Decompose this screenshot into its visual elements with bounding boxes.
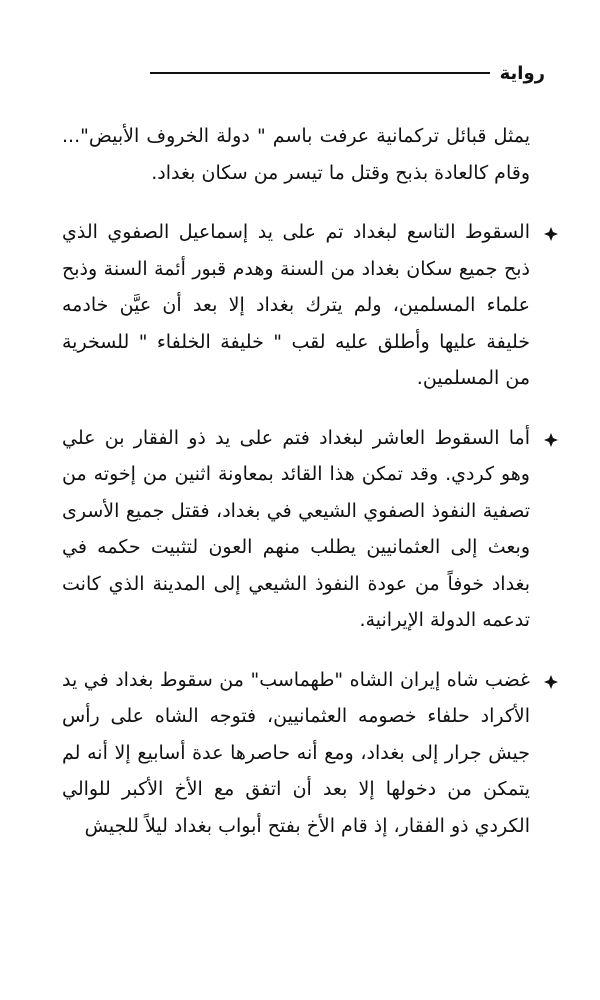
diamond-bullet-icon [544,433,558,447]
section-label: رواية [499,62,545,84]
bullet-item-ninth-fall [62,214,530,397]
body-text [62,118,530,867]
bullet-item-shah-tahmasp [62,662,530,845]
bullet-item-tenth-fall [62,420,530,639]
header-rule [150,72,490,74]
diamond-bullet-icon [544,675,558,689]
paragraph-continued: يمثل قبائل تركمانية عرفت باسم " دولة الخروف الأبيض"... وقام كالعادة بذبح وقتل ما تيسر من سكان بغداد. [62,125,530,184]
diamond-bullet-icon [544,227,558,241]
running-header [150,58,545,88]
bullet-text: السقوط التاسع لبغداد تم على يد إسماعيل الصفوي الذي ذبح جميع سكان بغداد من السنة وهدم قبور أئمة السنة وذبح علماء المسلمين، ولم يترك بغداد إلا بعد أن عيَّن خادمه خليفة عليها وأطلق عليه لقب " خليفة الخلفاء " للسخرية من المسلمين. [62,221,530,389]
bullet-text: غضب شاه إيران الشاه "طهماسب" من سقوط بغداد في يد الأكراد حلفاء خصومه العثمانيين، فتوجه الشاه على رأس جيش جرار إلى بغداد، ومع أنه حاصرها عدة أسابيع إلا أنه لم يتمكن من دخولها إلا بعد أن اتفق مع الأخ الأكبر للوالي الكردي ذو الفقار، إذ قام الأخ بفتح أبواب بغداد ليلاً للجيش [62,668,530,837]
bullet-text: أما السقوط العاشر لبغداد فتم على يد ذو الفقار بن علي وهو كردي. وقد تمكن هذا القائد بمعاونة اثنين من إخوته من تصفية النفوذ الصفوي الشيعي في بغداد، فقتل جميع الأسرى وبعث إلى العثمانيين يطلب منهم العون لتثبيت حكمه في بغداد خوفاً من عودة النفوذ الشيعي إلى المدينة الذي كانت تدعمه الدولة الإيرانية. [62,426,530,631]
